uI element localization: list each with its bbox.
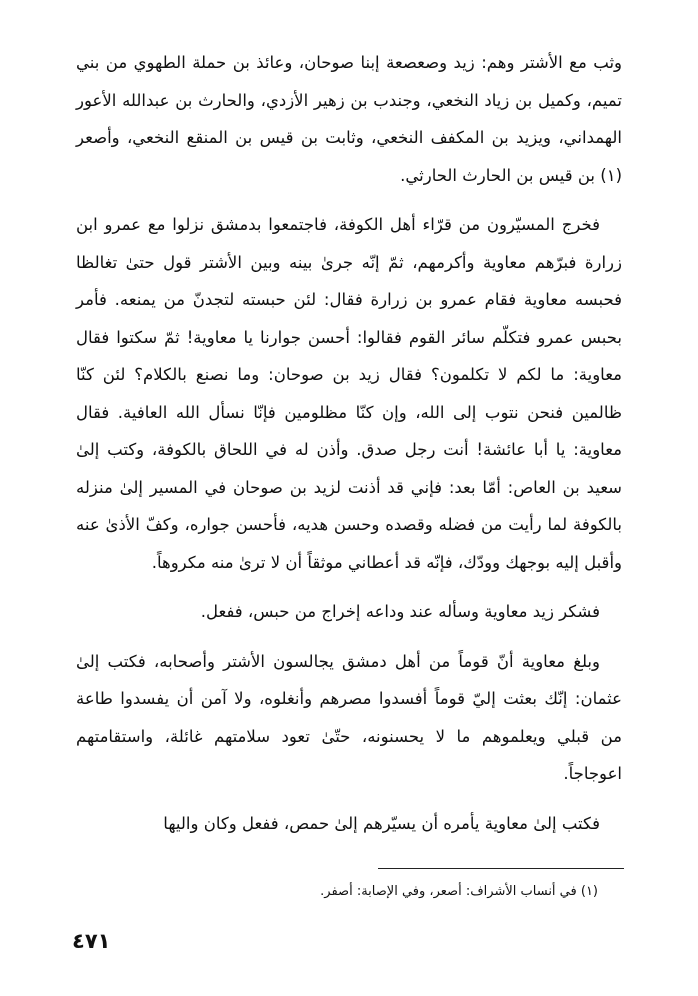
paragraph-5: فكتب إلىٰ معاوية يأمره أن يسيّرهم إلىٰ حمص، ففعل وكان واليها: [163, 813, 600, 833]
paragraph-4: وبلغ معاوية أنّ قوماً من أهل دمشق يجالسون الأشتر وأصحابه، فكتب إلىٰ عثمان: إنّك بعثت إليّ قوماً أفسدوا مصرهم وأنغلوه، ولا آمن أن يفسدوا طاعة من قبلي ويعلموهم ما لا يحسنونه، حتّىٰ تعود سلامتهم غائلة، واستقامتهم اعوجاجاً.: [76, 651, 622, 783]
footnote-divider: [378, 868, 624, 869]
main-text-block: [76, 44, 622, 842]
footnote: (١) في أنساب الأشراف: أصعر، وفي الإصابة: أصفر.: [320, 884, 598, 899]
paragraph-3: فشكر زيد معاوية وسأله عند وداعه إخراج من حبس، ففعل.: [200, 602, 600, 621]
paragraph-1: وثب مع الأشتر وهم: زيد وصعصعة إبنا صوحان، وعائذ بن حملة الطهوي من بني تميم، وكميل بن زياد النخعي، وجندب بن زهير الأزدي، والحارث بن عبدالله الأعور الهمداني، ويزيد بن المكفف النخعي، وثابت بن قيس بن المنقع النخعي، وأصعر (١) بن قيس بن الحارث الحارثي.: [76, 53, 622, 185]
paragraph-2: فخرج المسيّرون من قرّاء أهل الكوفة، فاجتمعوا بدمشق نزلوا مع عمرو ابن زرارة فبرّهم معاوية وأكرمهم، ثمّ إنّه جرىٰ بينه وبين الأشتر قول حتىٰ تغالظا فحبسه معاوية فقام عمرو بن زرارة فقال: لئن حبسته لتجدنّ من يمنعه. فأمر بحبس عمرو فتكلّم سائر القوم فقالوا: أحسن جوارنا يا معاوية! ثمّ سكتوا فقال معاوية: ما لكم لا تكلمون؟ فقال زيد بن صوحان: وما نصنع بالكلام؟ لئن كنّا ظالمين فنحن نتوب إلى الله، وإن كنّا مظلومين فإنّا نسأل الله العافية. فقال معاوية: يا أبا عائشة! أنت رجل صدق. وأذن له في اللحاق بالكوفة، وكتب إلىٰ سعيد بن العاص: أمّا بعد: فإني قد أذنت لزيد بن صوحان في المسير إلىٰ منزله بالكوفة لما رأيت من فضله وقصده وحسن هديه، فأحسن جواره، وكفّ الأذىٰ عنه وأقبل إليه بوجهك وودّك، فإنّه قد أعطاني موثقاً أن لا ترىٰ منه مكروهاً.: [76, 215, 622, 572]
page-number: ٤٧١: [72, 929, 111, 953]
